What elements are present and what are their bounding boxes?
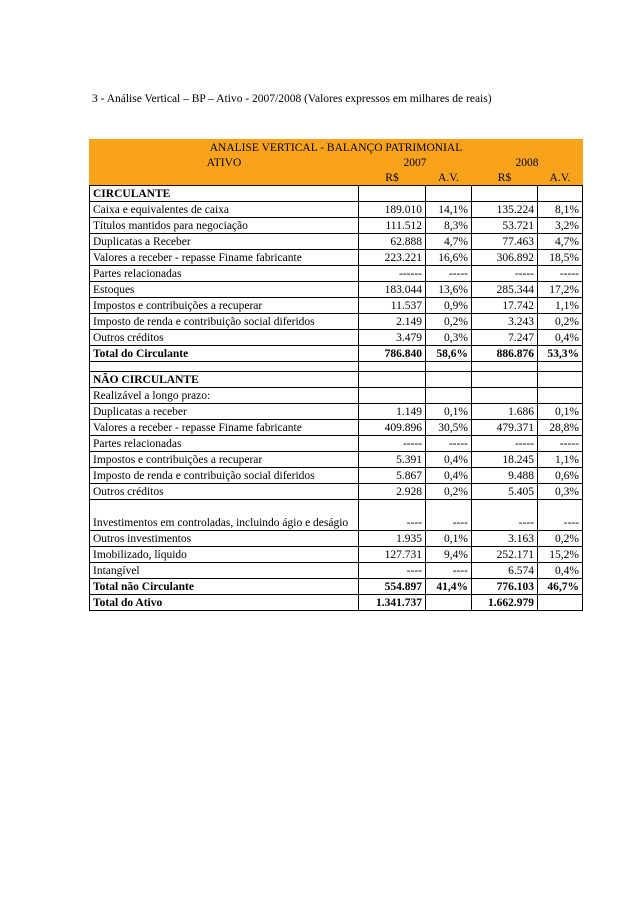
row-label: Partes relacionadas [90,436,359,452]
year-2008: 2008 [472,155,583,170]
av-2007: 0,2% [426,314,472,330]
row-label: Outros investimentos [90,531,359,547]
subsection-realizavel [90,388,583,404]
table-row [90,404,583,420]
av-2007: 14,1% [426,202,472,218]
av-2007: 41,4% [426,579,472,595]
av-2007: ----- [426,436,472,452]
row-label: Outros créditos [90,484,359,500]
empty-cell [538,372,583,388]
value-2007: 3.479 [359,330,426,346]
av-2007: 13,6% [426,282,472,298]
section-total-row [90,346,583,362]
empty-cell [472,362,538,372]
av-2007: 8,3% [426,218,472,234]
value-2008: 776.103 [472,579,538,595]
header-row-years [90,155,583,170]
table-title: ANALISE VERTICAL - BALANÇO PATRIMONIAL [90,140,583,156]
value-2008: 1.686 [472,404,538,420]
av-2007: 58,6% [426,346,472,362]
col-av-2008: A.V. [538,170,583,186]
av-2008: 28,8% [538,420,583,436]
value-2007: ---- [359,563,426,579]
value-2008: 18.245 [472,452,538,468]
value-2008: 1.662.979 [472,595,538,611]
av-2008: 0,3% [538,484,583,500]
av-2008 [538,595,583,611]
empty-cell [359,372,426,388]
row-label: Títulos mantidos para negociação [90,218,359,234]
table-row [90,531,583,547]
av-2007: ---- [426,563,472,579]
empty-cell [538,186,583,202]
av-2008: ---- [538,500,583,531]
value-2008: 53.721 [472,218,538,234]
value-2008: 886.876 [472,346,538,362]
table-row [90,266,583,282]
av-2007: 0,2% [426,484,472,500]
av-2008: 3,2% [538,218,583,234]
value-2007: 189.010 [359,202,426,218]
table-row [90,436,583,452]
empty-cell [426,186,472,202]
year-2007: 2007 [359,155,472,170]
empty-cell [426,388,472,404]
table-row [90,563,583,579]
empty-cell [359,388,426,404]
value-2008: 6.574 [472,563,538,579]
section-total-row [90,579,583,595]
value-2007: 183.044 [359,282,426,298]
av-2008: 1,1% [538,452,583,468]
value-2007: 111.512 [359,218,426,234]
value-2007: 2.928 [359,484,426,500]
row-label: Imobilizado, líquido [90,547,359,563]
row-label: Valores a receber - repasse Finame fabricante [90,250,359,266]
value-2008: 7.247 [472,330,538,346]
value-2007: 127.731 [359,547,426,563]
row-label: Duplicatas a Receber [90,234,359,250]
table-row [90,234,583,250]
col-av-2007: A.V. [426,170,472,186]
row-label: Valores a receber - repasse Finame fabricante [90,420,359,436]
row-label: Partes relacionadas [90,266,359,282]
av-2007: 0,9% [426,298,472,314]
value-2008: ---- [472,500,538,531]
table-row [90,468,583,484]
av-2007: 0,1% [426,531,472,547]
empty-cell [472,388,538,404]
section-circulante [90,186,583,202]
value-2008: 77.463 [472,234,538,250]
section-nao-circulante-label: NÃO CIRCULANTE [90,372,359,388]
row-label: Total não Circulante [90,579,359,595]
value-2007: 2.149 [359,314,426,330]
value-2008: 135.224 [472,202,538,218]
row-label: Imposto de renda e contribuição social diferidos [90,314,359,330]
table-row [90,330,583,346]
av-2007: ----- [426,266,472,282]
av-2007: 0,3% [426,330,472,346]
empty-cell [359,186,426,202]
col-rs-2007: R$ [359,170,426,186]
row-label: Investimentos em controladas, incluindo ágio e deságio [90,500,359,531]
av-2008: 0,4% [538,330,583,346]
value-2008: 3.163 [472,531,538,547]
av-2008: 53,3% [538,346,583,362]
av-2008: 46,7% [538,579,583,595]
value-2007: 1.935 [359,531,426,547]
av-2007: 0,4% [426,468,472,484]
av-2008: ----- [538,266,583,282]
value-2008: 3.243 [472,314,538,330]
value-2007: 5.867 [359,468,426,484]
value-2008: 252.171 [472,547,538,563]
value-2007: ---- [359,500,426,531]
empty-cell [472,186,538,202]
value-2008: 5.405 [472,484,538,500]
value-2007: 5.391 [359,452,426,468]
value-2007: 62.888 [359,234,426,250]
balance-sheet-table [89,139,583,611]
value-2008: 306.892 [472,250,538,266]
av-2008: 15,2% [538,547,583,563]
table-row [90,420,583,436]
value-2007: 11.537 [359,298,426,314]
empty-cell [472,372,538,388]
row-label: Outros créditos [90,330,359,346]
av-2008: 18,5% [538,250,583,266]
av-2007: 0,4% [426,452,472,468]
value-2008: 9.488 [472,468,538,484]
value-2007: ------ [359,266,426,282]
value-2008: 285.344 [472,282,538,298]
header-empty [90,170,359,186]
row-label: Impostos e contribuições a recuperar [90,298,359,314]
col-rs-2008: R$ [472,170,538,186]
empty-cell [538,362,583,372]
table-row [90,282,583,298]
value-2007: ----- [359,436,426,452]
av-2008: 4,7% [538,234,583,250]
table-row [90,452,583,468]
row-label: Total do Ativo [90,595,359,611]
empty-cell [359,362,426,372]
empty-cell [426,372,472,388]
av-2007: 4,7% [426,234,472,250]
value-2008: ----- [472,436,538,452]
table-row [90,500,583,531]
av-2007: 16,6% [426,250,472,266]
av-2007: 9,4% [426,547,472,563]
table-row [90,298,583,314]
empty-cell [90,362,359,372]
header-row-columns [90,170,583,186]
value-2007: 786.840 [359,346,426,362]
row-label: Imposto de renda e contribuição social diferidos [90,468,359,484]
av-2008: 0,2% [538,531,583,547]
av-2007: 30,5% [426,420,472,436]
table-row [90,484,583,500]
table-row [90,314,583,330]
value-2008: ----- [472,266,538,282]
av-2008: 0,6% [538,468,583,484]
row-label: Caixa e equivalentes de caixa [90,202,359,218]
av-2008: 0,2% [538,314,583,330]
value-2007: 223.221 [359,250,426,266]
av-2007: 0,1% [426,404,472,420]
row-label: Estoques [90,282,359,298]
subsection-realizavel-label: Realizável a longo prazo: [90,388,359,404]
section-heading: 3 - Análise Vertical – BP – Ativo - 2007/2008 (Valores expressos em milhares de reais) [92,93,492,105]
value-2007: 409.896 [359,420,426,436]
table-row [90,250,583,266]
av-2008: 8,1% [538,202,583,218]
av-2008: 1,1% [538,298,583,314]
row-label: Total do Circulante [90,346,359,362]
table-row [90,218,583,234]
value-2008: 17.742 [472,298,538,314]
value-2008: 479.371 [472,420,538,436]
row-label: Duplicatas a receber [90,404,359,420]
av-2007: ---- [426,500,472,531]
table-row [90,202,583,218]
section-nao-circulante [90,372,583,388]
value-2007: 1.341.737 [359,595,426,611]
table-subtitle: ATIVO [90,155,359,170]
spacer-row [90,362,583,372]
av-2007 [426,595,472,611]
av-2008: 0,1% [538,404,583,420]
table-row [90,547,583,563]
value-2007: 554.897 [359,579,426,595]
av-2008: ----- [538,436,583,452]
grand-total-row [90,595,583,611]
value-2007: 1.149 [359,404,426,420]
empty-cell [426,362,472,372]
row-label: Impostos e contribuições a recuperar [90,452,359,468]
av-2008: 17,2% [538,282,583,298]
section-circulante-label: CIRCULANTE [90,186,359,202]
empty-cell [538,388,583,404]
row-label: Intangível [90,563,359,579]
header-row-title [90,140,583,156]
av-2008: 0,4% [538,563,583,579]
